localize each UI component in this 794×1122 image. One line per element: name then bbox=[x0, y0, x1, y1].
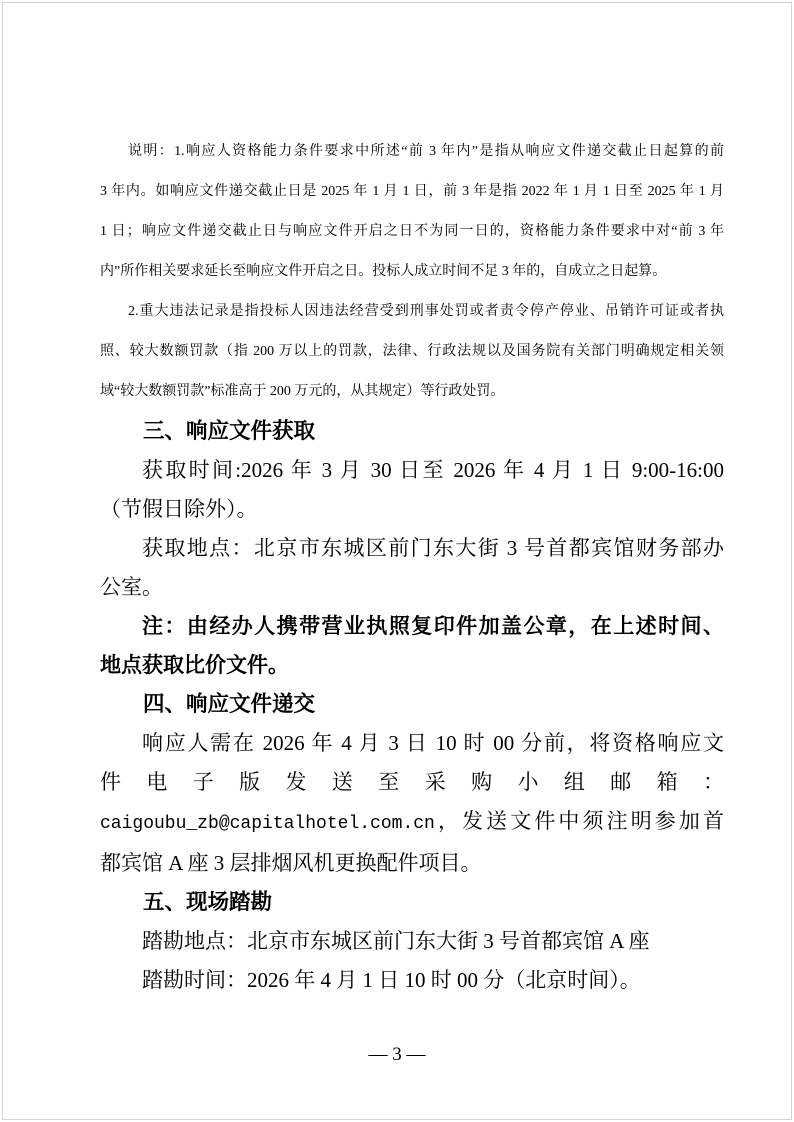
body-line: 获取地点：北京市东城区前门东大街 3 号首都宾馆财务部办 bbox=[142, 536, 724, 560]
email-address: caigoubu_zb@capitalhotel.com.cn bbox=[100, 814, 435, 834]
note-line: 域“较大数额罚款”标准高于 200 万元的，从其规定）等行政处罚。 bbox=[100, 384, 505, 399]
body-line-note: 注：由经办人携带营业执照复印件加盖公章，在上述时间、 bbox=[142, 614, 724, 638]
body-line-email bbox=[100, 802, 724, 844]
note-paragraph-1 bbox=[100, 132, 724, 292]
note-line: 3 年内。如响应文件递交截止日是 2025 年 1 月 1 日，前 3 年是指 2022 年 1 月 1 日至 2025 年 1 月 bbox=[100, 184, 724, 199]
section-document-acquisition bbox=[100, 412, 724, 685]
body-line-note: 地点获取比价文件。 bbox=[100, 653, 289, 677]
body-line: 踏勘时间：2026 年 4 月 1 日 10 时 00 分（北京时间）。 bbox=[142, 968, 641, 992]
page-content bbox=[100, 132, 724, 1000]
section-heading: 四、响应文件递交 bbox=[143, 692, 316, 716]
email-line-text: ，发送文件中须注明参加首 bbox=[434, 809, 724, 833]
body-line: （节假日除外）。 bbox=[100, 497, 258, 521]
section-document-submission bbox=[100, 685, 724, 883]
note-line: 内”所作相关要求延长至响应文件开启之日。投标人成立时间不足 3 年的，自成立之日起算。 bbox=[100, 264, 667, 279]
body-line: 公室。 bbox=[100, 575, 163, 599]
page-number: — 3 — bbox=[368, 1044, 426, 1065]
note-paragraph-2 bbox=[100, 292, 724, 412]
note-line: 说明：1.响应人资格能力条件要求中所述“前 3 年内”是指从响应文件递交截止日起算的前 bbox=[128, 144, 724, 159]
body-line: 获取时间:2026 年 3 月 30 日至 2026 年 4 月 1 日 9:00-16:00 bbox=[142, 458, 724, 482]
section-site-survey bbox=[100, 883, 724, 1000]
body-line: 响应人需在 2026 年 4 月 3 日 10 时 00 分前，将资格响应文 bbox=[142, 731, 724, 755]
note-line: 2.重大违法记录是指投标人因违法经营受到刑事处罚或者责令停产停业、吊销许可证或者执 bbox=[128, 304, 724, 319]
section-heading: 五、现场踏勘 bbox=[143, 890, 273, 914]
note-line: 照、较大数额罚款（指 200 万以上的罚款，法律、行政法规以及国务院有关部门明确规定相关领 bbox=[100, 344, 724, 359]
section-heading: 三、响应文件获取 bbox=[143, 419, 316, 443]
body-line: 件 电 子 版 发 送 至 采 购 小 组 邮 箱 ： bbox=[100, 770, 724, 794]
body-line: 都宾馆 A 座 3 层排烟风机更换配件项目。 bbox=[100, 851, 482, 875]
note-line: 1 日；响应文件递交截止日与响应文件开启之日不为同一日的，资格能力条件要求中对“前 3 年 bbox=[100, 224, 724, 239]
body-line: 踏勘地点：北京市东城区前门东大街 3 号首都宾馆 A 座 bbox=[142, 929, 650, 953]
